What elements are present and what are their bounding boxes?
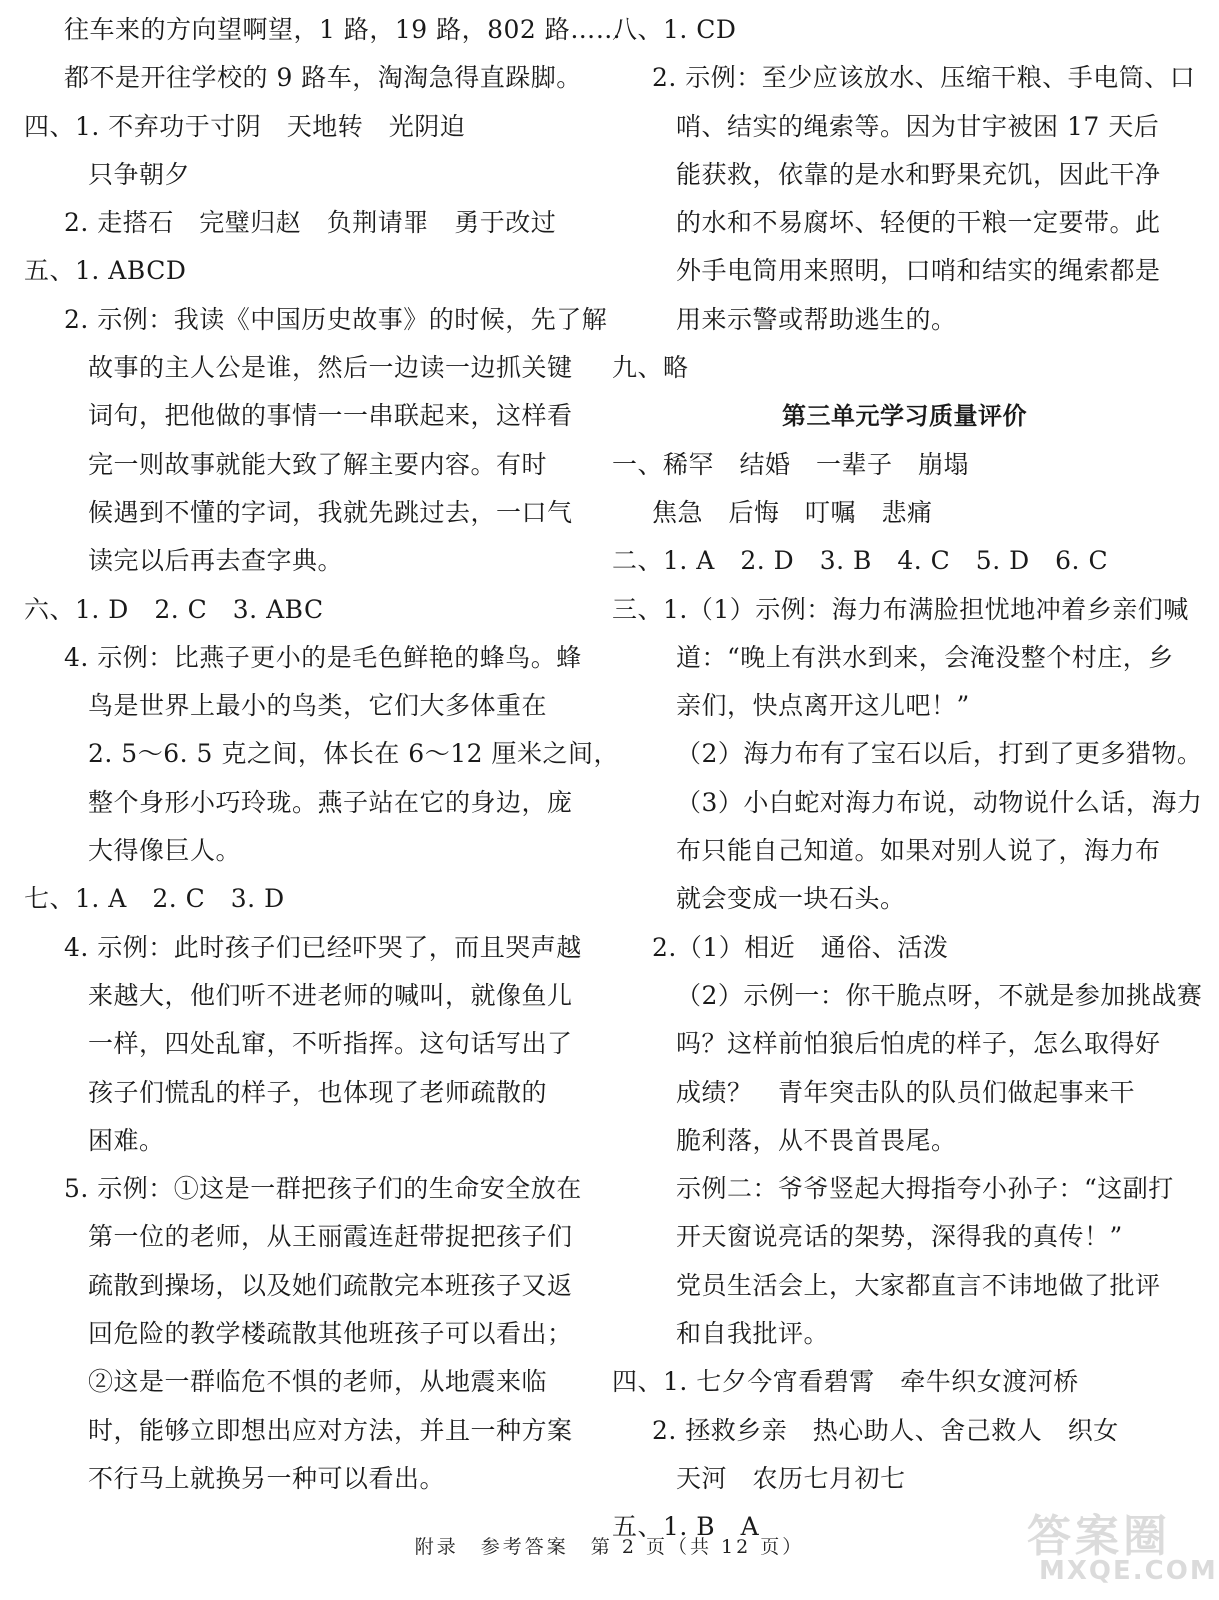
left-column: [24, 6, 622, 1503]
answer-line: 4. 示例：此时孩子们已经吓哭了，而且哭声越: [64, 932, 582, 962]
answer-line: 孩子们慌乱的样子，也体现了老师疏散的: [88, 1077, 548, 1107]
answer-line: 哨、结实的绳索等。因为甘宇被困 17 天后: [676, 111, 1160, 141]
watermark-url: MXQE.COM: [1039, 1556, 1218, 1586]
section-heading: 第三单元学习质量评价: [782, 401, 1027, 431]
answer-line: 鸟是世界上最小的鸟类，它们大多体重在: [88, 691, 548, 721]
watermark-text: 答案圈: [1027, 1511, 1171, 1562]
answer-line: 亲们，快点离开这儿吧！”: [676, 691, 970, 721]
answer-line: 2. 走搭石 完璧归赵 负荆请罪 勇于改过: [64, 208, 557, 238]
answer-line: 能获救，依靠的是水和野果充饥，因此干净: [676, 159, 1161, 189]
answer-line: 吗？这样前怕狼后怕虎的样子，怎么取得好: [676, 1029, 1161, 1059]
answer-line: 六、1. D 2. C 3. ABC: [24, 594, 324, 624]
answer-line: 只争朝夕: [88, 159, 191, 189]
answer-line: 困难。: [88, 1125, 165, 1155]
answer-line: 完一则故事就能大致了解主要内容。有时: [88, 449, 548, 479]
answer-line: 四、1. 七夕今宵看碧霄 牵牛织女渡河桥: [612, 1367, 1079, 1397]
right-column: [612, 6, 1203, 1552]
answer-line: 九、略: [612, 353, 689, 383]
answer-line: 成绩？ 青年突击队的队员们做起事来干: [676, 1077, 1136, 1107]
answer-line: 焦急 后悔 叮嘱 悲痛: [652, 497, 933, 527]
answer-line: 疏散到操场，以及她们疏散完本班孩子又返: [88, 1270, 573, 1300]
answer-line: 八、1. CD: [612, 15, 737, 44]
answer-line: 党员生活会上，大家都直言不讳地做了批评: [676, 1270, 1161, 1300]
answer-line: 读完以后再去查字典。: [88, 546, 344, 576]
answer-line: 示例二：爷爷竖起大拇指夸小孙子：“这副打: [676, 1174, 1174, 1204]
answer-line: 整个身形小巧玲珑。燕子站在它的身边，庞: [88, 787, 573, 817]
answer-line: 都不是开往学校的 9 路车，淘淘急得直跺脚。: [64, 63, 582, 93]
answer-line: 四、1. 不弃功于寸阴 天地转 光阴迫: [24, 111, 466, 141]
answer-line: 2. 拯救乡亲 热心助人、舍己救人 织女: [652, 1415, 1119, 1445]
answer-line: 天河 农历七月初七: [676, 1463, 906, 1493]
answer-line: 一样，四处乱窜，不听指挥。这句话写出了: [88, 1029, 573, 1059]
answer-line: 4. 示例：比燕子更小的是毛色鲜艳的蜂鸟。蜂: [64, 642, 582, 672]
answer-line: 5. 示例：①这是一群把孩子们的生命安全放在: [64, 1174, 582, 1204]
answer-line: 脆利落，从不畏首畏尾。: [676, 1125, 957, 1155]
answer-line: （3）小白蛇对海力布说，动物说什么话，海力: [676, 787, 1203, 817]
answer-line: 五、1. B A: [612, 1512, 760, 1542]
answer-line: 开天窗说亮话的架势，深得我的真传！”: [676, 1222, 1123, 1252]
answer-line: 外手电筒用来照明，口哨和结实的绳索都是: [676, 256, 1161, 286]
answer-line: 一、稀罕 结婚 一辈子 崩塌: [612, 449, 970, 479]
answer-line: 就会变成一块石头。: [676, 884, 906, 914]
watermark-logo: [1009, 1500, 1218, 1590]
answer-line: 七、1. A 2. C 3. D: [24, 884, 285, 914]
answer-line: 时，能够立即想出应对方法，并且一种方案: [88, 1415, 573, 1445]
answer-line: 来越大，他们听不进老师的喊叫，就像鱼儿: [88, 980, 573, 1010]
answer-line: 词句，把他做的事情一一串联起来，这样看: [88, 401, 573, 431]
answer-line: 和自我批评。: [676, 1319, 830, 1349]
answer-line: 回危险的教学楼疏散其他班孩子可以看出；: [88, 1319, 573, 1349]
answer-line: 2.（1）相近 通俗、活泼: [652, 932, 949, 962]
page-footer: 附录 参考答案 第 2 页（共 12 页）: [414, 1536, 805, 1558]
answer-line: 布只能自己知道。如果对别人说了，海力布: [676, 836, 1161, 866]
answer-line: 往车来的方向望啊望，1 路，19 路，802 路……: [64, 15, 622, 44]
answer-line: ②这是一群临危不惧的老师，从地震来临: [88, 1367, 548, 1397]
answer-line: 三、1.（1）示例：海力布满脸担忧地冲着乡亲们喊: [612, 594, 1189, 624]
answer-line: （2）示例一：你干脆点呀，不就是参加挑战赛: [676, 980, 1203, 1010]
answer-line: 大得像巨人。: [88, 836, 242, 866]
answer-line: 候遇到不懂的字词，我就先跳过去，一口气: [88, 497, 573, 527]
answer-line: 用来示警或帮助逃生的。: [676, 304, 957, 334]
answer-line: 道：“晚上有洪水到来，会淹没整个村庄，乡: [676, 642, 1174, 672]
answer-line: 故事的主人公是谁，然后一边读一边抓关键: [88, 353, 573, 383]
answer-line: 二、1. A 2. D 3. B 4. C 5. D 6. C: [612, 546, 1109, 576]
answer-line: （2）海力布有了宝石以后，打到了更多猎物。: [676, 739, 1203, 769]
answer-line: 第一位的老师，从王丽霞连赶带捉把孩子们: [88, 1222, 573, 1252]
answer-line: 2. 示例：我读《中国历史故事》的时候，先了解: [64, 304, 608, 334]
answer-line: 2. 5～6. 5 克之间，体长在 6～12 厘米之间，: [88, 739, 619, 769]
answer-line: 不行马上就换另一种可以看出。: [88, 1463, 446, 1493]
answer-line: 的水和不易腐坏、轻便的干粮一定要带。此: [676, 208, 1161, 238]
answer-line: 2. 示例：至少应该放水、压缩干粮、手电筒、口: [652, 63, 1196, 93]
answer-line: 五、1. ABCD: [24, 256, 187, 286]
